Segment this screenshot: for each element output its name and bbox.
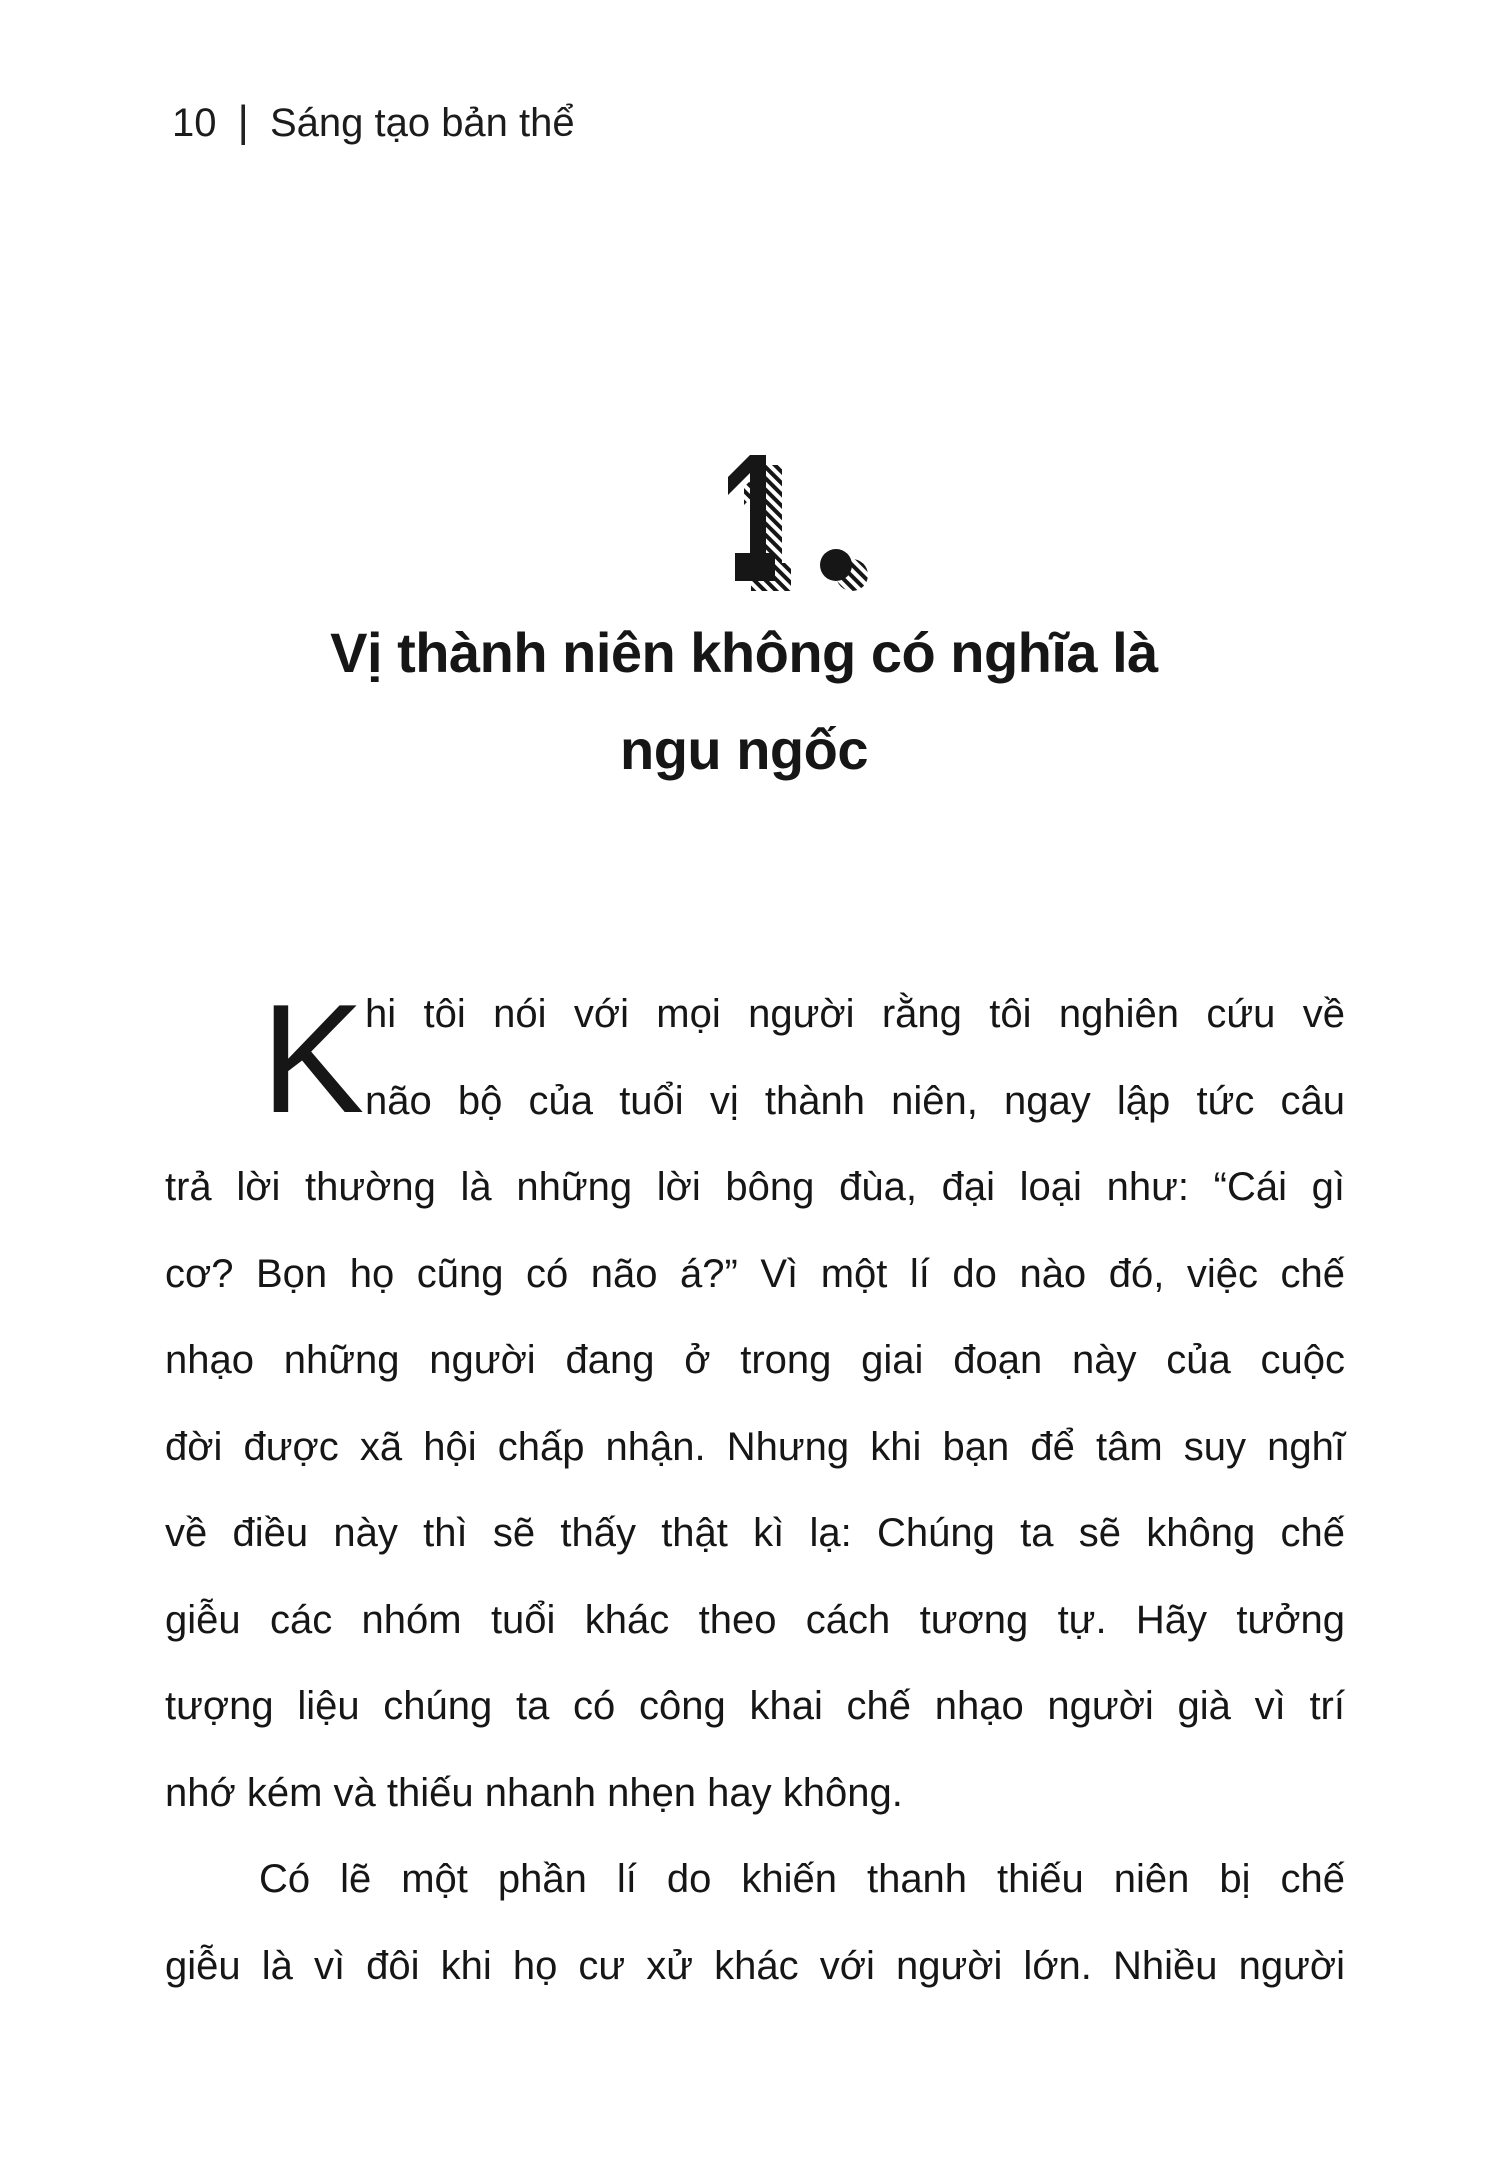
body-line: nhạo những người đang ở trong giai đoạn này của cuộc [165, 1338, 1345, 1382]
chapter-title-line2: ngu ngốc [620, 718, 868, 781]
body-line: hi tôi nói với mọi người rằng tôi nghiên cứu về [365, 992, 1345, 1036]
body-line: nhớ kém và thiếu nhanh nhẹn hay không. [165, 1770, 903, 1815]
body-text [165, 971, 1345, 2009]
page-header [172, 97, 575, 147]
body-line: đời được xã hội chấp nhận. Nhưng khi bạn để tâm suy nghĩ [165, 1424, 1345, 1469]
body-line: về điều này thì sẽ thấy thật kì lạ: Chúng ta sẽ không chế [165, 1511, 1345, 1555]
chapter-number-graphic [700, 433, 890, 608]
chapter-title-line1: Vị thành niên không có nghĩa là [330, 621, 1158, 684]
body-line: tượng liệu chúng ta có công khai chế nhạo người già vì trí [165, 1684, 1345, 1728]
drop-cap [165, 971, 365, 1144]
book-title: Sáng tạo bản thể [269, 101, 575, 145]
page-number: 10 [172, 101, 217, 145]
body-line: giễu là vì đôi khi họ cư xử khác với người lớn. Nhiều người [165, 1943, 1345, 1988]
drop-cap-letter: K [261, 972, 365, 1145]
body-line: não bộ của tuổi vị thành niên, ngay lập tức câu [365, 1078, 1345, 1123]
chapter-number [700, 433, 890, 608]
body-line: Có lẽ một phần lí do khiến thanh thiếu niên bị chế [259, 1857, 1345, 1901]
chapter-title [154, 604, 1334, 798]
body-line: giễu các nhóm tuổi khác theo cách tương tự. Hãy tưởng [165, 1597, 1345, 1642]
header-separator: | [237, 97, 249, 146]
body-line: cơ? Bọn họ cũng có não á?” Vì một lí do nào đó, việc chế [165, 1251, 1345, 1296]
numeral-one [728, 455, 852, 581]
body-line: trả lời thường là những lời bông đùa, đại loại như: “Cái gì [165, 1165, 1345, 1209]
